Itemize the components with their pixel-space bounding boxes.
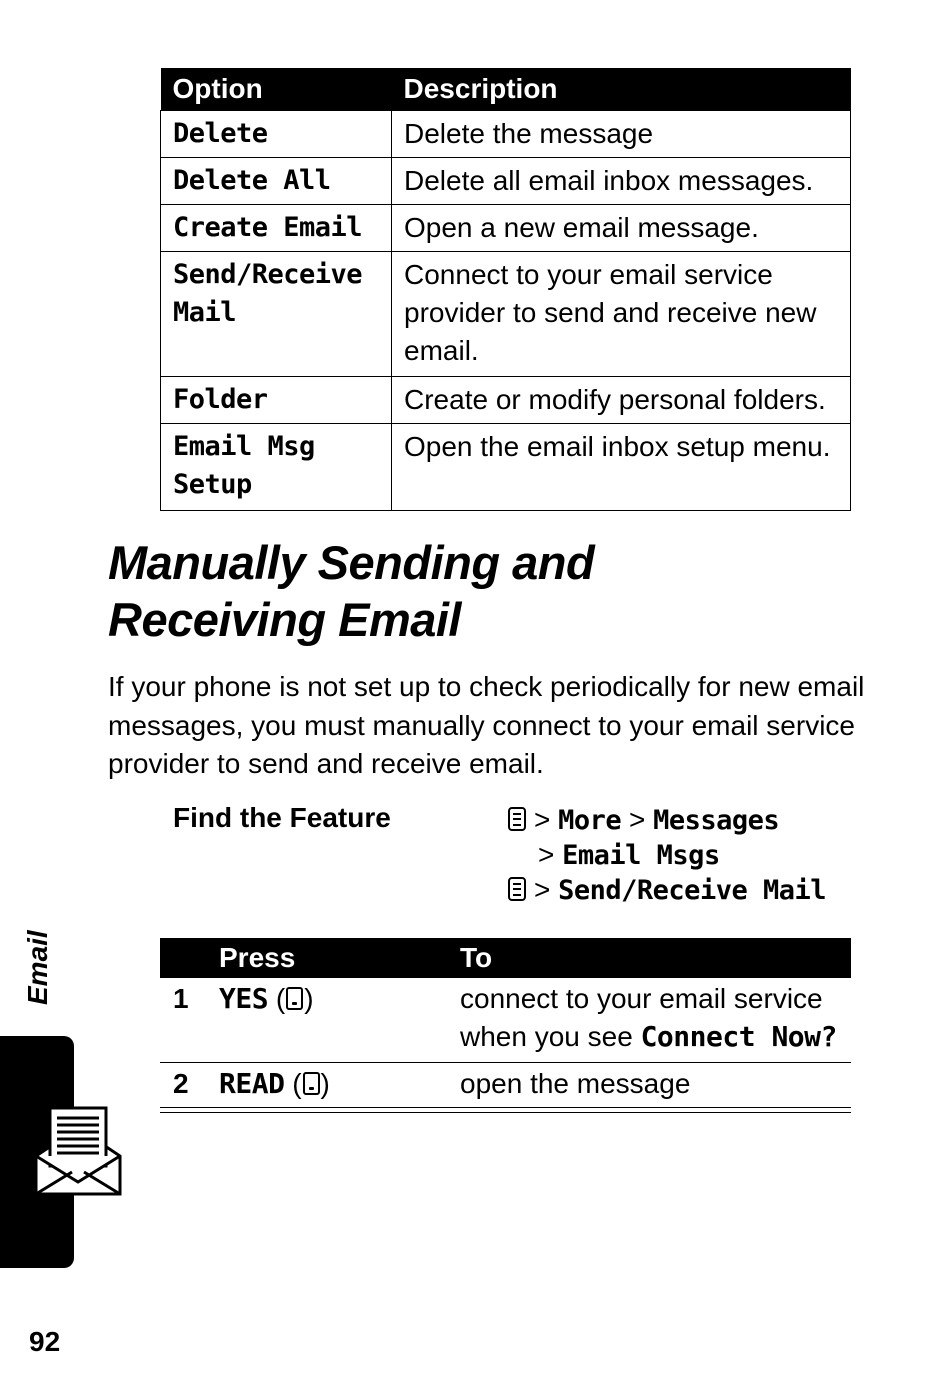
table-bottom-rule (160, 1112, 851, 1113)
table-row (161, 377, 851, 424)
path-item-email-msgs: Email Msgs (562, 840, 720, 871)
soft-key-label: YES (219, 982, 269, 1015)
menu-key-icon (508, 877, 526, 901)
option-column-header: Option (161, 68, 392, 111)
section-tab-label: Email (22, 930, 53, 1005)
path-item-messages: Messages (653, 805, 780, 836)
table-row (160, 978, 851, 1063)
to-text: connect to your email service (460, 983, 823, 1014)
intro-paragraph: If your phone is not set up to check periodically for new email messages, you must manually connect to your email service provider to send and receive email. (108, 671, 865, 779)
table-row (161, 252, 851, 377)
table-row (161, 424, 851, 511)
press-cell: YES ( ) (219, 982, 314, 1015)
find-feature-label: Find the Feature (173, 802, 391, 833)
section-heading (108, 534, 868, 648)
screen-prompt: Connect Now? (640, 1020, 837, 1053)
soft-key-icon (286, 987, 303, 1010)
feature-path-line (508, 802, 779, 838)
heading-line: Receiving Email (108, 593, 461, 646)
description-cell: Connect to your email service provider to send and receive new email. (392, 252, 851, 377)
description-cell: Create or modify personal folders. (392, 377, 851, 424)
option-line: Mail (173, 297, 237, 328)
path-item-send-receive: Send/Receive Mail (558, 875, 826, 906)
steps-table-header (160, 938, 851, 978)
option-cell: Folder (161, 377, 392, 424)
description-cell: Open the email inbox setup menu. (392, 424, 851, 511)
heading-line: Manually Sending and (108, 536, 595, 589)
description-column-header: Description (392, 68, 851, 111)
description-cell: Delete the message (392, 111, 851, 158)
table-row (161, 111, 851, 158)
path-item-more: More (558, 805, 622, 836)
to-text: when you see (460, 1021, 641, 1052)
press-column-header: Press (219, 942, 296, 973)
path-separator: > (538, 839, 555, 870)
table-row (161, 158, 851, 205)
soft-key-icon (303, 1072, 320, 1095)
to-cell (460, 980, 850, 1056)
feature-path-line (538, 837, 720, 873)
feature-path-line (508, 872, 826, 908)
option-cell: Create Email (161, 205, 392, 252)
description-cell: Delete all email inbox messages. (392, 158, 851, 205)
option-line: Setup (173, 469, 252, 500)
options-table-header (161, 68, 851, 111)
options-table (160, 68, 851, 511)
page-number: 92 (29, 1326, 61, 1357)
to-text: open the message (460, 1068, 691, 1099)
description-cell: Open a new email message. (392, 205, 851, 252)
soft-key-label: READ (219, 1067, 285, 1100)
option-cell: Delete (161, 111, 392, 158)
path-separator: > (534, 874, 551, 905)
path-separator: > (534, 804, 551, 835)
menu-key-icon (508, 807, 526, 831)
press-cell: READ ( ) (219, 1067, 330, 1100)
table-row (160, 1063, 851, 1108)
option-line: Email Msg (173, 431, 315, 462)
table-row (161, 205, 851, 252)
option-cell (161, 424, 392, 511)
option-cell (161, 252, 392, 377)
steps-table (160, 938, 851, 1108)
path-separator: > (628, 804, 646, 835)
option-cell: Delete All (161, 158, 392, 205)
option-line: Send/Receive (173, 259, 363, 290)
email-envelope-icon (32, 1106, 124, 1196)
step-number: 1 (173, 983, 189, 1014)
to-column-header: To (460, 942, 493, 973)
step-number: 2 (173, 1068, 189, 1099)
